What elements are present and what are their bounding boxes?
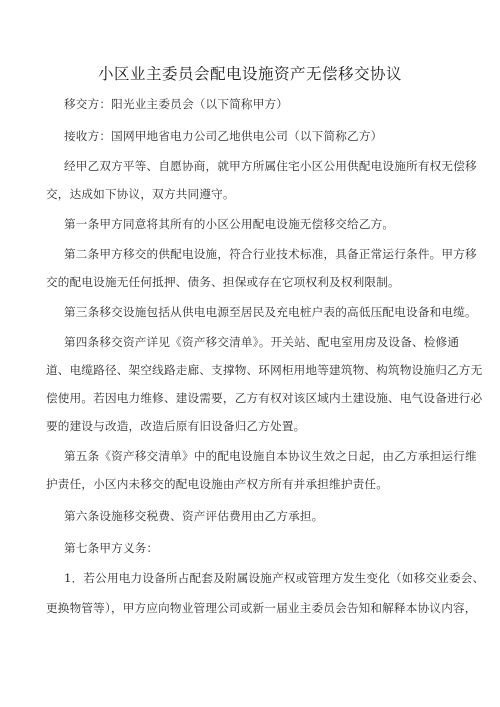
transferee-line: 接收方：国网甲地省电力公司乙地供电公司（以下简称乙方） <box>64 129 383 143</box>
article-6-line-1: 第六条设施移交税费、资产评估费用由乙方承担。 <box>64 509 324 523</box>
article-4-line-3: 偿使用。若因电力维修、建设需要，乙方有权对该区域内土建设施、电气设备进行必 <box>46 391 483 405</box>
article-2-line-1: 第二条甲方移交的供配电设施，符合行业技术标准，具备正常运行条件。甲方移 <box>64 247 477 261</box>
article-7-item-1-line-1: 1．若公用电力设备所占配套及附属设施产权或管理方发生变化（如移交业委会、 <box>64 571 485 585</box>
article-4-line-1: 第四条移交资产详见《资产移交清单》。开关站、配电室用房及设备、检修通 <box>64 335 460 349</box>
article-2-line-2: 交的配电设施无任何抵押、债务、担保或存在它项权利及权利限制。 <box>46 275 400 289</box>
article-7-heading: 第七条甲方义务： <box>64 541 159 555</box>
article-4-line-4: 要的建设与改造，改造后原有旧设备归乙方处置。 <box>46 419 306 433</box>
article-7-item-1-line-2: 更换物管等），甲方应向物业管理公司或新一届业主委员会告知和解释本协议内容， <box>46 601 477 615</box>
article-5-line-1: 第五条《资产移交清单》中的配电设施自本协议生效之日起，由乙方承担运行维 <box>64 449 477 463</box>
article-5-line-2: 护责任，小区内未移交的配电设施由产权方所有并承担维护责任。 <box>46 477 389 491</box>
preamble-line-1: 经甲乙双方平等、自愿协商，就甲方所属住宅小区公用供配电设施所有权无偿移 <box>64 159 477 173</box>
preamble-line-2: 交，达成如下协议，双方共同遵守。 <box>46 187 235 201</box>
article-3-line-1: 第三条移交设施包括从供电电源至居民及充电桩户表的高低压配电设备和电缆。 <box>64 305 477 319</box>
article-4-line-2: 道、电缆路径、架空线路走廊、支撑物、环网柜用地等建筑物、构筑物设施归乙方无 <box>46 363 483 377</box>
document-title: 小区业主委员会配电设施资产无偿移交协议 <box>97 65 402 83</box>
article-1-line-1: 第一条甲方同意将其所有的小区公用配电设施无偿移交给乙方。 <box>64 217 395 231</box>
transferor-line: 移交方：阳光业主委员会（以下简称甲方） <box>64 97 289 111</box>
